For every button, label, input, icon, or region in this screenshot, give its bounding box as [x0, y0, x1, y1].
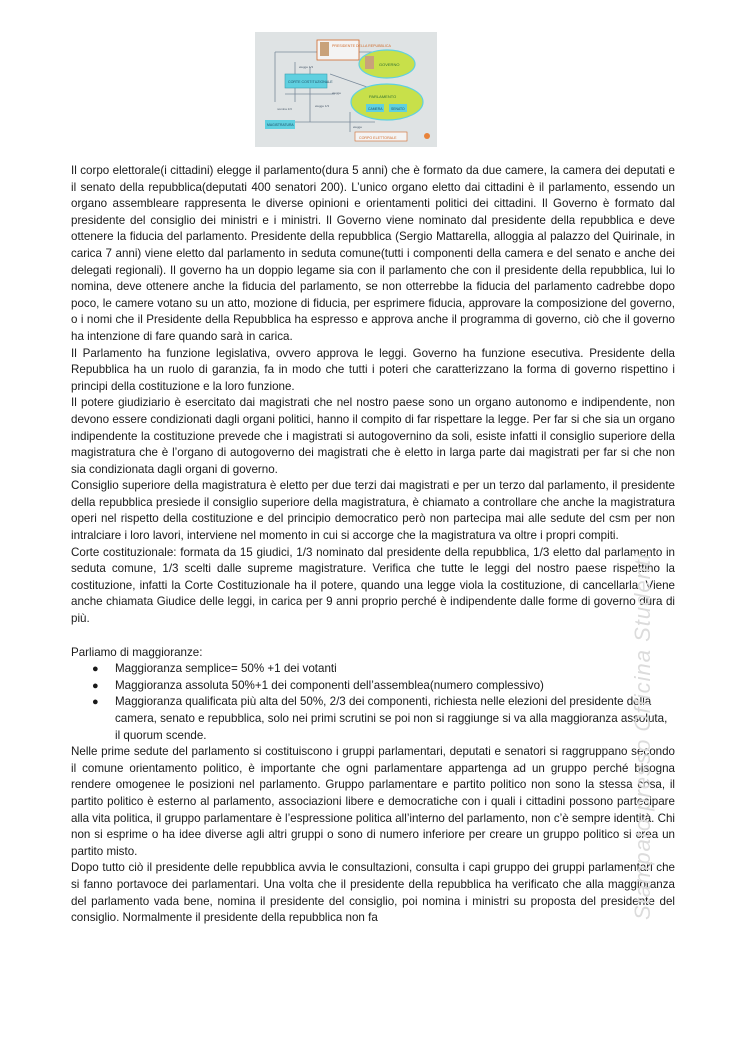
majority-list [71, 661, 675, 744]
paragraph: Consiglio superiore della magistratura è eletto per due terzi dai magistrati e per un terzo dal parlamento, il presidente della repubblica presiede il consiglio superiore della magistratura, è chiamato a controllare che anche la magistratura operi nel rispetto della costituzione e del principio democratico però non partecipa mai alle sedute del csm per non intralciare i loro lavori, interviene nel momento in cui si accorge che la magistratura va oltre i propri compiti. [71, 479, 675, 543]
label-corte: CORTE COSTITUZIONALE [288, 80, 333, 84]
list-item [71, 694, 675, 744]
label-governo: GOVERNO [379, 62, 400, 67]
label-elegge-2: elegge [332, 91, 342, 95]
document-body [71, 163, 675, 927]
label-elegge-1: elegge 1/3 [299, 65, 314, 69]
paragraph: Il corpo elettorale(i cittadini) elegge il parlamento(dura 5 anni) che è formato da due camere, la camera dei deputati e il senato della repubblica(deputati 400 senatori 200). L’unico organo eletto dai cittadini è il parlamento, essendo un organo assembleare rappresenta le diverse opinioni e orientamenti politici dei cittadini. Il Governo è formato dal presidente del consiglio dei ministri e i ministri. Il Governo viene nominato dal presidente della repubblica e deve ottenere la fiducia del parlamento. Presidente della repubblica (Sergio Mattarella, alloggia al palazzo del Quirinale, in carica 7 anni) viene eletto dal parlamento in seduta comune(tutti i componenti della camera e del senato e anche dei delegati regionali). Il governo ha un doppio legame sia con il parlamento che con il presidente della repubblica, lui lo nomina, deve ottenere anche la fiducia del parlamento, se non otterrebbe la fiducia del parlamento cadrebbe dopo poco, le camere votano su un atto, mozione di fiducia, per esprimere fiducia, approvare la composizione del governo, o i nomi che il Presidente della Repubblica ha espresso e approva anche il programma di governo, ciò che il governo ha intenzione di fare quando sarà in carica. [71, 164, 675, 343]
list-item-text: Maggioranza qualificata più alta del 50%, 2/3 dei componenti, richiesta nelle elezioni del presidente della camera, senato e repubblica, solo nei primi scrutini se poi non si raggiunge si va alla maggioranza assoluta, il quorum scende. [115, 695, 668, 742]
paragraph: Il potere giudiziario è esercitato dai magistrati che nel nostro paese sono un organo autonomo e indipendente, non devono essere condizionati dagli organi politici, hanno il compito di far rispettare la legge. Per far si che sia un organo indipendente la costituzione prevede che i magistrati si autogovernino da soli, esiste infatti il consiglio superiore della magistratura che è l’organo di autogoverno dei magistrati che è eletto in larga parte dai magistrati per far si che non sia condizionata dagli organi di governo. [71, 396, 675, 476]
list-item-text: Maggioranza assoluta 50%+1 dei componenti dell’assemblea(numero complessivo) [115, 678, 544, 692]
list-item [71, 661, 675, 678]
diagram-illustration [255, 32, 437, 147]
label-nomina: nomina 1/3 [277, 107, 292, 111]
label-camera: CAMERA [368, 107, 383, 111]
label-elegge-4: elegge [353, 125, 363, 129]
watermark: Stampato presso Officina Studenti [630, 553, 655, 920]
label-corpo-elettorale: CORPO ELETTORALE [359, 136, 397, 140]
bullet-icon: ● [92, 696, 99, 709]
label-president: PRESIDENTE DELLA REPUBBLICA [332, 44, 391, 48]
list-item-text: Maggioranza semplice= 50% +1 dei votanti [115, 662, 337, 676]
label-magistratura: MAGISTRATURA [267, 123, 294, 127]
paragraph: Corte costituzionale: formata da 15 giudici, 1/3 nominato dal presidente della repubblica, 1/3 eletto dal parlamento in seduta comune, 1/3 scelti dalle supreme magistrature. Verifica che tutte le leggi del nostro paese rispettino la costituzione, infatti la Corte Costituzionale ha il potere, quando una legge viola la costituzione, di cancellarla. Viene anche chiamata Giudice delle leggi, in carica per 9 anni proprio perché è indipendente dalle forme di governo dura di più. [71, 545, 675, 626]
paragraph: Nelle prime sedute del parlamento si costituiscono i gruppi parlamentari, deputati e senatori si raggruppano secondo il comune orientamento politico, è importante che ogni parlamentare appartenga ad un gruppo perché bisogna rendere omogenee le posizioni nel parlamento. Gruppo parlamentare e partito politico non sono la stessa cosa, il partito politico è esterno al parlamento, associazioni libere e democratiche con i quali i cittadini possono partecipare alla vita politica, il gruppo parlamentare è l’espressione politica all’interno del parlamento, non c’è sempre identità. Chi non si esprime o ha idee diverse agli altri gruppi o sono di numero inferiore per creare un gruppo politico si crea un partito misto. [71, 745, 675, 858]
label-senato: SENATO [391, 107, 405, 111]
paragraph: Dopo tutto ciò il presidente delle repubblica avvia le consultazioni, consulta i capi gruppo dei gruppi parlamentari che si fanno portavoce dei parlamentari. Una volta che il presidente della repubblica ha verificato che alla maggioranza del parlamento vada bene, nomina il presidente del consiglio, poi nomina i ministri su proposta del presidente del consiglio. Normalmente il presidente della repubblica non fa [71, 861, 675, 925]
bullet-icon: ● [92, 663, 99, 676]
paragraph: Il Parlamento ha funzione legislativa, ovvero approva le leggi. Governo ha funzione esecutiva. Presidente della Repubblica ha un ruolo di garanzia, fa in modo che tutti i poteri che caratterizzano la forma di governo rispettino i principi della costituzione e la loro funzione. [71, 346, 675, 393]
label-parlamento: PARLAMENTO [369, 94, 397, 99]
diagram-photo [255, 32, 437, 147]
list-item [71, 678, 675, 695]
bullet-icon: ● [92, 679, 99, 692]
label-elegge-3: elegge 1/3 [315, 104, 330, 108]
majority-intro: Parliamo di maggioranze: [71, 645, 203, 659]
